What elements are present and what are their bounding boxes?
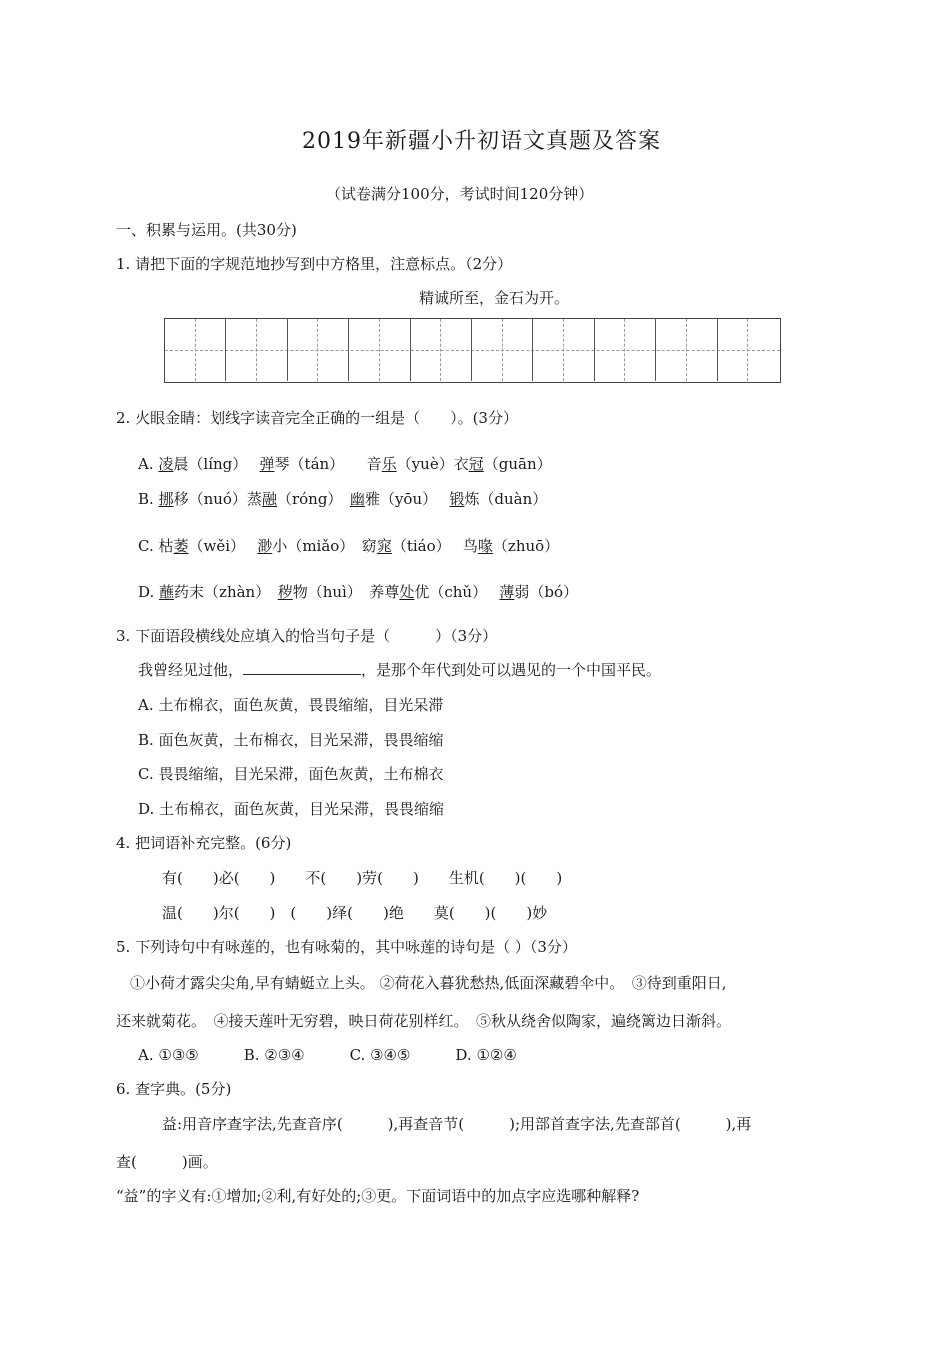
- question-2-stem: 2. 火眼金睛：划线字读音完全正确的一组是（ ）。(3分）: [116, 409, 518, 427]
- fill-blank[interactable]: [243, 660, 361, 675]
- grid-cell[interactable]: [626, 319, 657, 381]
- grid-cell[interactable]: [656, 319, 687, 381]
- question-6-line-3: “益”的字义有:①增加;②利,有好处的;③更。下面词语中的加点字应选哪种解释?: [116, 1187, 640, 1205]
- question-6-stem: 6. 查字典。(5分): [116, 1080, 232, 1098]
- question-4-stem: 4. 把词语补充完整。(6分): [116, 834, 292, 852]
- grid-cell[interactable]: [196, 319, 227, 381]
- grid-cell[interactable]: [257, 319, 288, 381]
- grid-cell[interactable]: [472, 319, 503, 381]
- section-heading: 一、积累与运用。(共30分): [116, 221, 297, 239]
- question-3-passage: 我曾经见过他， ，是那个年代到处可以遇见的一个中国平民。: [138, 661, 662, 679]
- grid-cell[interactable]: [319, 319, 350, 381]
- grid-cell[interactable]: [165, 319, 196, 381]
- question-5-stem: 5. 下列诗句中有咏莲的，也有咏菊的，其中咏莲的诗句是（ ）（3分）: [116, 938, 577, 956]
- grid-cell[interactable]: [595, 319, 626, 381]
- grid-cell[interactable]: [411, 319, 442, 381]
- question-5-poems-line-2: 还来就菊花。 ④接天莲叶无穷碧，映日荷花别样红。 ⑤秋从绕舍似陶家，遍绕篱边日渐斜。: [116, 1012, 732, 1030]
- grid-cell[interactable]: [380, 319, 411, 381]
- question-5-poems-line-1: ①小荷才露尖尖角,早有蜻蜓立上头。 ②荷花入暮犹愁热,低面深藏碧伞中。 ③待到重阳日,: [130, 974, 727, 992]
- grid-cell[interactable]: [288, 319, 319, 381]
- question-5-options[interactable]: A. ①③⑤ B. ②③④ C. ③④⑤ D. ①②④: [138, 1046, 517, 1064]
- question-3-stem: 3. 下面语段横线处应填入的恰当句子是（ ）（3分）: [116, 627, 498, 645]
- question-3-option-c[interactable]: C. 畏畏缩缩，目光呆滞，面色灰黄，土布棉衣: [138, 765, 444, 783]
- grid-cell[interactable]: [503, 319, 534, 381]
- grid-cell[interactable]: [564, 319, 595, 381]
- question-1-phrase: 精诚所至，金石为开。: [419, 289, 570, 307]
- question-4-row-2[interactable]: 温( )尔( ) ( )绎( )绝 莫( )( )妙: [162, 904, 548, 922]
- question-2-option-b[interactable]: B. 挪移（nuó）蒸融（róng） 幽雅（yōu） 锻炼（duàn）: [138, 490, 548, 508]
- question-3-option-b[interactable]: B. 面色灰黄，土布棉衣，目光呆滞，畏畏缩缩: [138, 731, 444, 749]
- question-2-option-d[interactable]: D. 蘸药末（zhàn） 秽物（huì） 养尊处优（chǔ） 薄弱（bó）: [138, 583, 579, 601]
- question-6-line-2: 查( )画。: [116, 1153, 218, 1171]
- grid-cell[interactable]: [349, 319, 380, 381]
- question-3-option-a[interactable]: A. 土布棉衣，面色灰黄，畏畏缩缩，目光呆滞: [138, 696, 444, 714]
- question-3-option-d[interactable]: D. 土布棉衣，面色灰黄，目光呆滞，畏畏缩缩: [138, 800, 445, 818]
- question-1-stem: 1. 请把下面的字规范地抄写到中方格里，注意标点。（2分）: [116, 255, 513, 273]
- writing-grid[interactable]: [164, 318, 781, 383]
- grid-cell[interactable]: [226, 319, 257, 381]
- question-4-row-1[interactable]: 有( )必( ) 不( )劳( ) 生机( )( ): [162, 869, 563, 887]
- exam-info: （试卷满分100分，考试时间120分钟）: [326, 185, 594, 203]
- question-2-option-a[interactable]: A. 凌晨（líng） 弹琴（tán） 音乐（yuè）衣冠（guān）: [138, 455, 552, 473]
- grid-cell[interactable]: [533, 319, 564, 381]
- grid-cell[interactable]: [441, 319, 472, 381]
- question-2-option-c[interactable]: C. 枯萎（wěi） 渺小（miǎo） 窈窕（tiáo） 鸟喙（zhuō）: [138, 537, 560, 555]
- grid-cell[interactable]: [687, 319, 718, 381]
- grid-cell[interactable]: [718, 319, 749, 381]
- question-6-line-1: 益:用音序查字法,先查音序( ),再查音节( );用部首查字法,先查部首( ),再: [162, 1115, 752, 1133]
- page-title: 2019年新疆小升初语文真题及答案: [302, 129, 661, 154]
